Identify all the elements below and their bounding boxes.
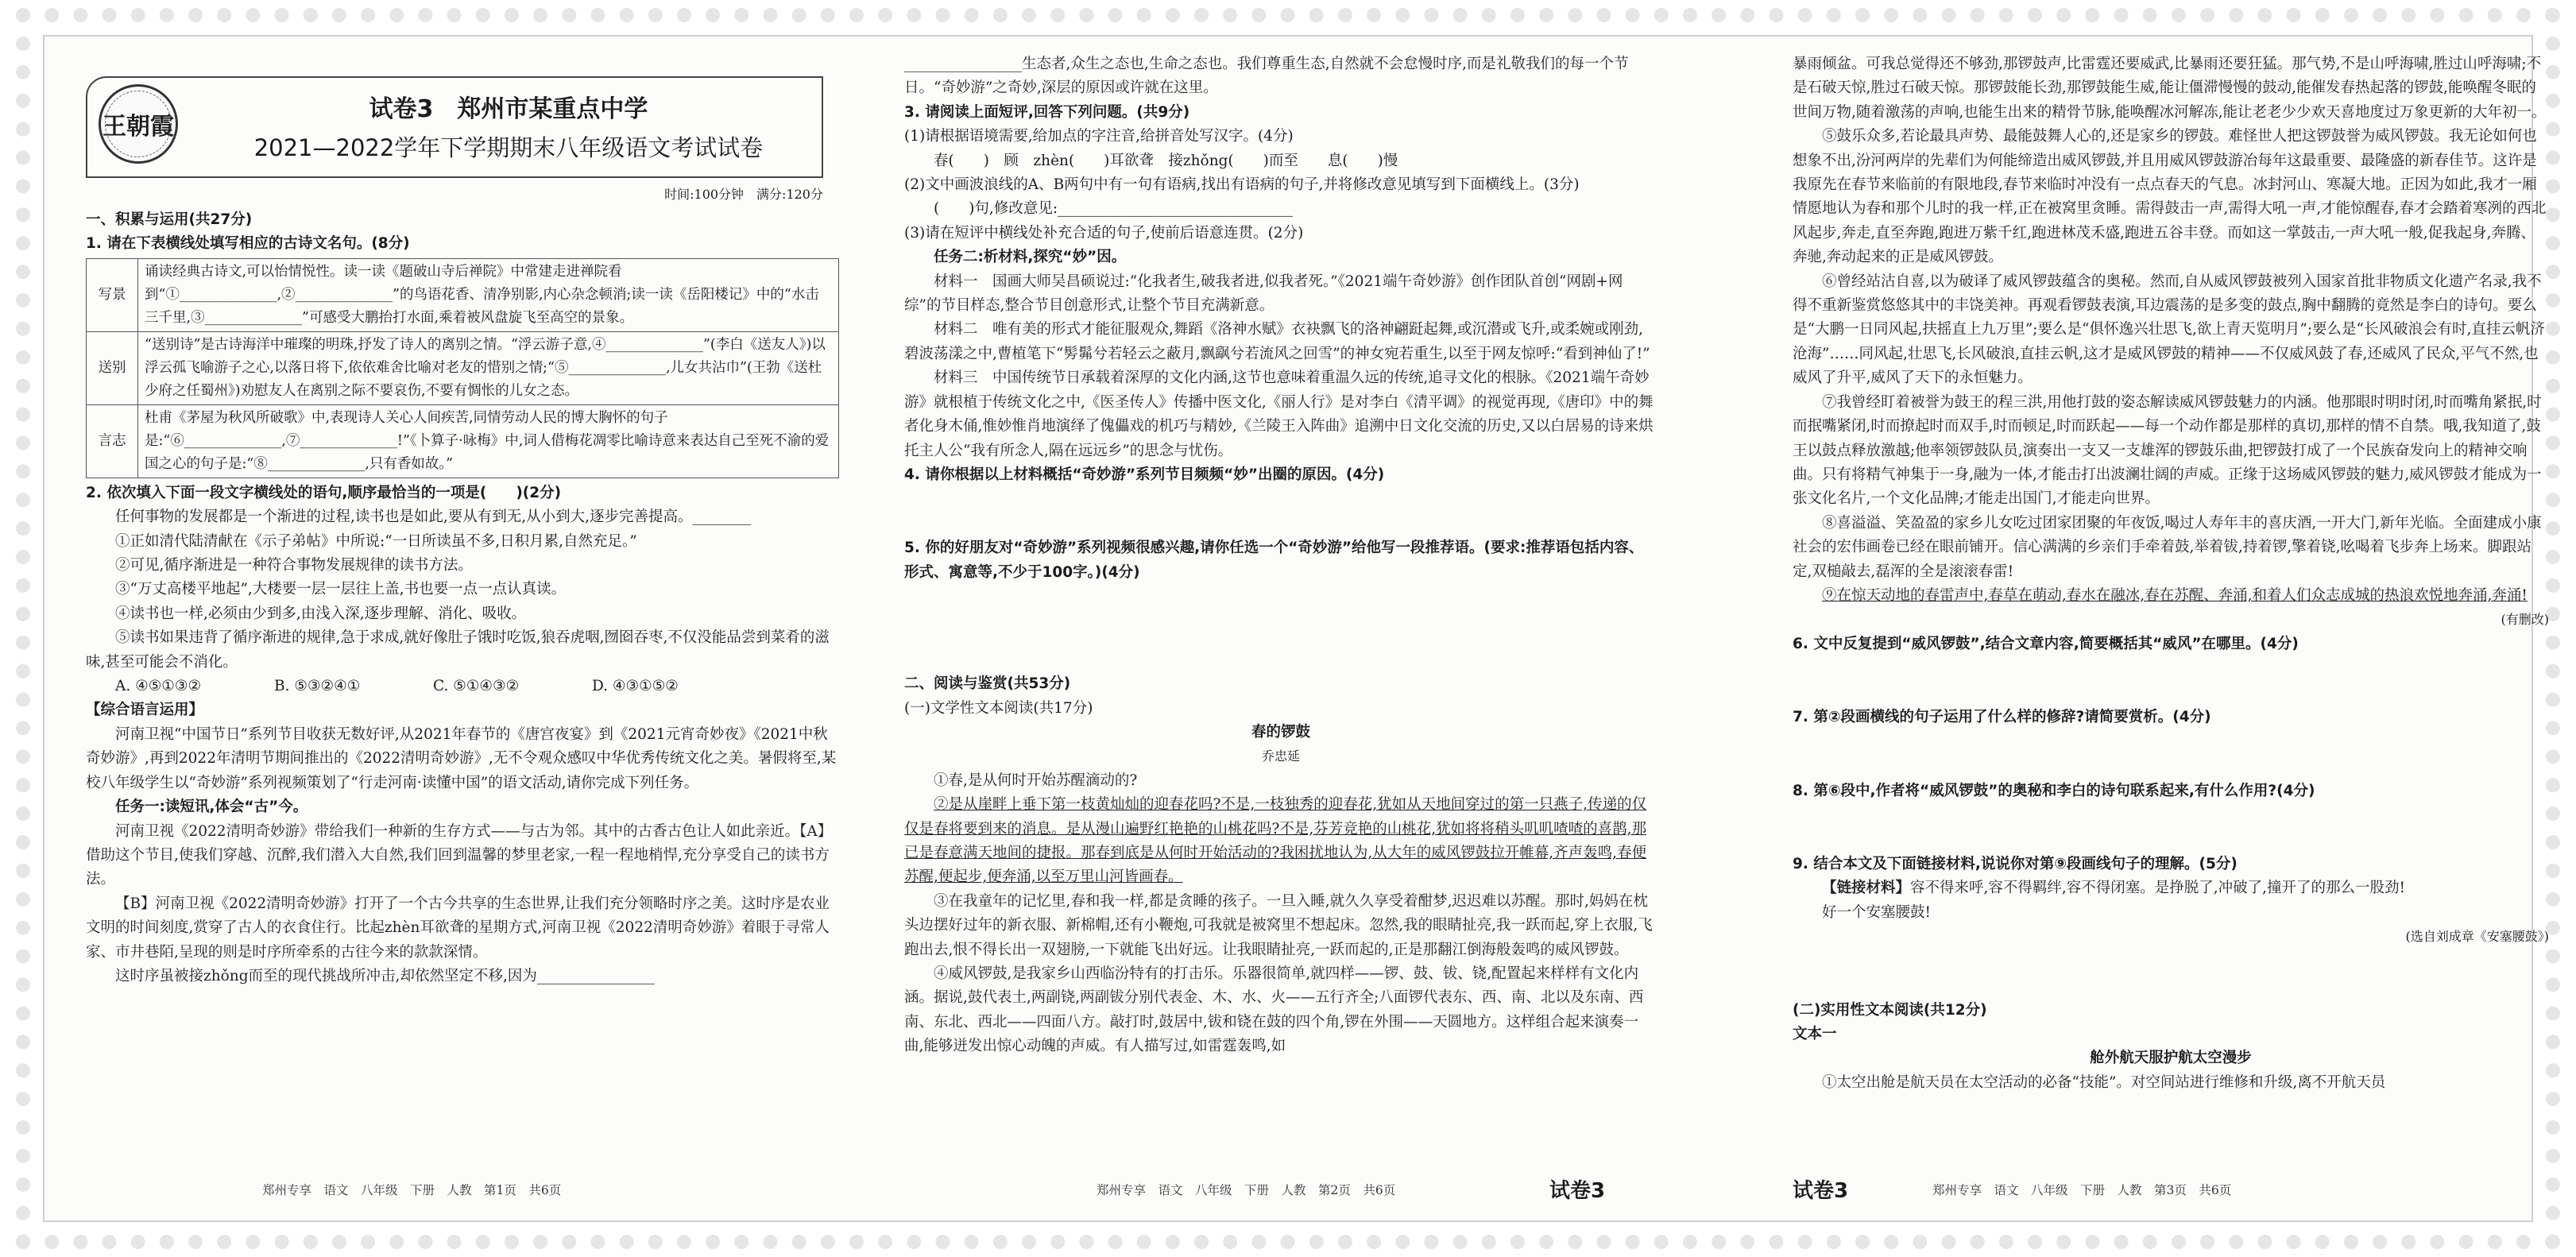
article-para: ②是从崖畔上垂下第一枝黄灿灿的迎春花吗?不是,一枝独秀的迎春花,犹如从天地间穿过的第一只燕子,传递的仅仅是春将要到来的消息。是从漫山遍野红艳艳的山桃花吗?不是,芬芳竞艳的山桃花,犹如将将稍头叽叽喳喳的喜鹊,那已是春意满天地间的捷报。那春到底是从何时开始活动的?我困扰地认为,从大年的威风锣鼓拉开帷幕,齐声轰鸣,春便苏醒,便起步,便奔涌,以至万里山河皆画春。 [904,796,1647,886]
row-text: “送别诗”是古诗海洋中璀璨的明珠,抒发了诗人的离别之情。“浮云游子意,④______________”(李白《送友人》)以浮云孤飞喻游子之心,以落日将下,依依难舍比喻对老友的惜别之情;“⑤______________,儿女共沾巾”(王勃《送杜少府之任蜀州》)劝慰友人在离别之际不要哀伤,不要有惆怅的儿女之态。 [138,331,839,404]
poetry-table [86,258,839,478]
question-3: 3. 请阅读上面短评,回答下列问题。(共9分) [904,103,1190,121]
article-para: 暴雨倾盆。可我总觉得还不够劲,那锣鼓声,比雷霆还要威武,比暴雨还要狂猛。那气势,不是山呼海啸,胜过山呼海啸;不是石破天惊,胜过石破天惊。那锣鼓能长劲,那锣鼓能生威,能让僵滞慢慢的鼓动,能催发春热起落的锣鼓,能唤醒冬眠的世间万物,随着激荡的声响,也能生出来的精骨节脉,能唤醒冰河解冻,能让老老少少欢天喜地度过万象更新的大年初一。 [1793,56,2547,121]
q3-2-line: ( )句,修改意见:________________________________ [934,200,1294,218]
article-para: ⑨在惊天动地的春雷声中,春草在萌动,春水在融冰,春在苏醒、奔涌,和着人们众志成城的热浪欢悦地奔涌,奔涌! [1822,586,2528,604]
footer-page-3: 郑州专享 语文 八年级 下册 人教 第3页 共6页 [1932,1183,2232,1197]
comprehensive-heading: 【综合语言运用】 [86,702,204,719]
q2-item: ③“万丈高楼平地起”,大楼要一层一层往上盖,书也要一点一点认真读。 [115,581,567,598]
answer-space [904,487,1657,536]
article-para: ①春,是从何时开始苏醒滴动的? [934,772,1138,789]
paper-badge: 试卷3 [1793,1179,1849,1203]
publisher-logo: 王朝霞 [99,84,178,164]
paper-title: 试卷3 郑州市某重点中学 [369,95,648,123]
task-1-para: 这时序虽被接zhǒng而至的现代挑战所冲击,却依然坚定不移,因为________________ [115,967,655,984]
question-5: 5. 你的好朋友对“奇妙游”系列视频很感兴趣,请你任选一个“奇妙游”给他写一段推荐语。(要求:推荐语包括内容、形式、寓意等,不少于100字。)(4分) [904,540,1644,581]
column-3 [1793,52,2549,1165]
article-para: ⑤鼓乐众多,若论最具声势、最能鼓舞人心的,还是家乡的锣鼓。难怪世人把这锣鼓誉为威风锣鼓。我无论如何也想象不出,汾河两岸的先辈们为何能缔造出威风锣鼓,并且用威风锣鼓游冶每年这最重要、最隆盛的新春佳节。这许是我原先在春节来临前的有限地段,春节来临时冲没有一点点春天的气息。冰封河山、寒凝大地。正因为如此,我才一厢情愿地认为春和那个儿时的我一样,正在被窝里贪睡。需得鼓击一声,需得大吼一声,才能惊醒春,春才会踏着寒冽的西北风起步,奔走,直至奔跑,跑进万紫千红,跑进林茂禾盛,跑进五谷丰登。而如这一掌鼓击,一声大吼一般,促我起身,奔腾、奔驰,奔动起来的正是威风锣鼓。 [1793,128,2547,266]
paper-subtitle: 2021—2022学年下学期期末八年级语文考试试卷 [253,134,764,161]
row-label: 言志 [87,404,138,478]
row-label: 写景 [87,258,138,331]
paper-badge: 试卷3 [1549,1179,1606,1203]
answer-space [1793,656,2549,706]
table-row [87,258,839,331]
q2-item: ⑤读书如果违背了循序渐进的规律,急于求成,就好像肚子饿时吃饭,狼吞虎咽,囫囵吞枣,不仅没能品尝到菜肴的滋味,甚至可能会不消化。 [86,629,830,671]
q2-item: ①正如清代陆清献在《示子弟帖》中所说:“一日所读虽不多,日积月累,自然充足。” [115,532,637,550]
article-title: 春的锣鼓 [1251,723,1310,741]
answer-space [1793,803,2549,853]
article-para: ⑥曾经站沽自喜,以为破译了威风锣鼓蕴含的奥秘。然而,自从威风锣鼓被列入国家首批非物质文化遗产名录,我不得不重新鉴赏悠悠其中的丰饶美神。再观看锣鼓表演,耳边震荡的是多变的鼓点,胸中翻腾的竟然是李白的诗句。要么是“大鹏一日同风起,扶摇直上九万里”;要么是“俱怀逸兴壮思飞,欲上青天览明月”;要么是“长风破浪会有时,直挂云帆济沧海”……同风起,壮思飞,长风破浪,直挂云帆,这才是威风锣鼓的精神——不仅威风鼓了春,还威风了民众,平气不然,也威风了升平,威风了天下的永恒魅力。 [1793,273,2545,387]
q2-item: ④读书也一样,必须由少到多,由浅入深,逐步理解、消化、吸收。 [115,605,527,622]
footer-page-2: 郑州专享 语文 八年级 下册 人教 第2页 共6页 [1097,1183,1396,1197]
section-heading: 二、阅读与鉴赏(共53分) [904,675,1071,693]
subsection-heading: (二)实用性文本阅读(共12分) [1793,1001,1987,1019]
question-6: 6. 文中反复提到“威风锣鼓”,结合文章内容,简要概括其“威风”在哪里。(4分) [1793,635,2299,652]
q2-intro: 任何事物的发展都是一个渐进的过程,读书也是如此,要从有到无,从小到大,逐步完善提高。________ [115,509,752,526]
article-para: ①太空出舱是航天员在太空活动的必备“技能”。对空间站进行维修和升级,离不开航天员 [1822,1073,2386,1091]
task-1-heading: 任务一:读短讯,体会“古”今。 [115,799,308,816]
material-2: 材料二 唯有美的形式才能征服观众,舞蹈《洛神水赋》衣袂飘飞的洛神翩跹起舞,或沉潜或飞升,或柔婉或刚劲,碧波荡漾之中,曹植笔下“髣髴兮若轻云之蔽月,飘飖兮若流风之回雪”的神女宛若重生,以至于网友惊呼:“看到神仙了!” [904,321,1650,362]
time-score: 时间:100分钟 满分:120分 [664,187,823,202]
question-7: 7. 第②段画横线的句子运用了什么样的修辞?请简要赏析。(4分) [1793,709,2211,726]
section-heading: 一、积累与运用(共27分) [86,211,253,228]
task-1-para: 河南卫视《2022清明奇妙游》带给我们一种新的生存方式——与古为邻。其中的古香古色让人如此亲近。【A】借助这个节目,使我们穿越、沉醉,我们潜入大自然,我们回到温馨的梦里老家,一程一程地梢悍,充分享受自己的读书方法。 [86,822,833,888]
link-material [1793,876,2549,900]
answer-space [1793,950,2549,999]
column-2 [904,52,1657,1165]
row-text: 杜甫《茅屋为秋风所破歌》中,表现诗人关心人间疾苦,同情劳动人民的博大胸怀的句子是:“⑥______________,⑦______________!”《卜算子·咏梅》中,词人借梅花凋零比喻诗意来表达自己至死不渝的爱国之心的句子是:“⑧______________,只有香如故。” [138,404,839,478]
material-1: 材料一 国画大师吴昌硕说过:“化我者生,破我者进,似我者死。”《2021端午奇妙游》创作团队首创“网剧+网综”的节目样态,整合节目创意形式,让整个节目充满新意。 [904,273,1623,315]
text-label: 文本一 [1793,1026,1837,1042]
q2-options [86,675,839,698]
link-heading: 【链接材料】 [1822,880,1911,897]
source-note: (有删改) [2501,612,2549,628]
short-comment-end: ________________生态者,众生之态也,生命之态也。我们尊重生态,自然就不会怠慢时序,而是礼敬我们的每一个节日。“奇妙游”之奇妙,深层的原因或许就在这里。 [904,56,1629,97]
paper-header [86,76,823,178]
option-a: A. ④⑤①③② [115,678,202,695]
article-para: ④威风锣鼓,是我家乡山西临汾特有的打击乐。乐器很简单,就四样——锣、鼓、钹、铙,配置起来样样有文化内涵。据说,鼓代表土,两副铙,两副钹分别代表金、木、水、火——五行齐全;八面锣代表东、西、南、北以及东南、西南、东北、西北——四面八方。敲打时,鼓居中,钹和铙在鼓的四个角,锣在外围——天圆地方。这样组合起来演奏一曲,能够迸发出惊心动魄的声威。有人描写过,如雷霆轰鸣,如 [904,965,1644,1055]
question-4: 4. 请你根据以上材料概括“奇妙游”系列节目频频“妙”出圈的原因。(4分) [904,466,1385,483]
material-3: 材料三 中国传统节日承载着深厚的文化内涵,这节也意味着重温久远的传统,追寻文化的根脉。《2021端午奇妙游》就根植于传统文化之中,《医圣传人》传播中医文化,《丽人行》是对李白《清平调》的视觉再现,《唐印》中的舞者化身木俑,惟妙惟肖地演绎了傀儡戏的机巧与精妙,《兰陵王入阵曲》追溯中日文化交流的历史,又以白居易的诗来烘托主人公“我有所念人,隔在远远乡”的思念与忧伤。 [904,369,1654,459]
answer-space [904,585,1657,672]
footer-page-1: 郑州专享 语文 八年级 下册 人教 第1页 共6页 [262,1183,562,1197]
option-c: C. ⑤①④③② [433,678,520,695]
row-text: 诵读经典古诗文,可以怡情悦性。读一读《题破山寺后禅院》中常建走进禅院看到“①______________,②______________”的鸟语花香、清净别影,内心杂念顿消;读一读《岳阳楼记》中的“水击三千里,③______________”可感受大鹏抬打水面,乘着被风盘旋飞至高空的景象。 [138,258,839,331]
q3-2: (2)文中画波浪线的A、B两句中有一句有语病,找出有语病的句子,并将修改意见填写到下面横线上。(3分) [904,176,1580,194]
article-para: ③在我童年的记忆里,春和我一样,都是贪睡的孩子。一旦入睡,就久久享受着酣梦,迟迟难以苏醒。那时,妈妈在枕头边摆好过年的新衣服、新棉帽,还有小鞭炮,可我就是被窝里不想起床。忽然,我的眼睛扯亮,我一跃而起,穿上衣服,飞跑出去,恨不得长出一双翅膀,一下就能飞出好远。让我眼睛扯亮,一跃而起的,正是那翻江倒海般轰鸣的威风锣鼓。 [904,892,1653,958]
answer-space [1793,730,2549,779]
link-text: 容不得来呼,容不得羁绊,容不得闭塞。是挣脱了,冲破了,撞开了的那么一股劲! [1910,880,2405,897]
link-source: (选自刘成章《安塞腰鼓》) [2405,929,2549,945]
article-author: 乔忠延 [1261,748,1300,764]
option-b: B. ⑤③②④① [274,678,361,695]
question-8: 8. 第⑥段中,作者将“威风锣鼓”的奥秘和李白的诗句联系起来,有什么作用?(4分) [1793,782,2315,799]
column-1 [86,208,839,1170]
task-1-para: 【B】河南卫视《2022清明奇妙游》打开了一个古今共享的生态世界,让我们充分领略时序之美。这时序是农业文明的时间刻度,赏穿了古人的衣食住行。比起zhèn耳欲聋的星期方式,河南卫视《2022清明奇妙游》着眼于寻常人家、市井巷陌,呈现的则是时序所牵系的古往今来的款款深情。 [86,895,830,961]
row-label: 送别 [87,331,138,404]
comprehensive-intro: 河南卫视“中国节日”系列节目收获无数好评,从2021年春节的《唐宫夜宴》到《2021元宵奇妙夜》《2021中秋奇妙游》,再到2022年清明节期间推出的《2022清明奇妙游》,无不令观众感叹中华优秀传统文化之美。暑假将至,某校八年级学生以“奇妙游”系列视频策划了“行走河南·读懂中国”的语文活动,请你完成下列任务。 [86,725,837,791]
q3-1-line: 春( ) 顾 zhèn( )耳欲聋 接zhǒng( )而至 息( )慢 [934,152,1398,169]
article-para: ⑦我曾经盯着被誉为鼓王的程三洪,用他打鼓的姿态解读威风锣鼓魅力的内涵。他那眼时明时闭,时而嘴角紧抿,时而抿嘴紧闭,时而撩起时而双手,时而顿足,时而跃起——每一个动作都是那样的真切,那样的情不自禁。哦,我知道了,鼓王以鼓点释放激越;他率领锣鼓队员,演奏出一支又一支雄浑的锣鼓乐曲,把锣鼓打成了一个民族奋发向上的精神交响曲。只有将精气神集于一身,融为一体,才能击打出波澜壮阔的声威。正缘于这场威风锣鼓的魅力,威风锣鼓才能成为一张文化名片,一个文化品牌;才能走出国门,才能走向世界。 [1793,393,2542,508]
option-d: D. ④③①⑤② [592,678,679,695]
q2-item: ②可见,循序渐进是一种符合事物发展规律的读书方法。 [115,557,473,574]
subsection-heading: (一)文学性文本阅读(共17分) [904,699,1093,717]
table-row [87,404,839,478]
article-para: ⑧喜溢溢、笑盈盈的家乡儿女吃过团家团聚的年夜饭,喝过人寿年丰的喜庆酒,一开大门,新年光临。全面建成小康社会的宏伟画卷已经在眼前铺开。信心满满的乡亲们手牵着鼓,举着钹,持着锣,擎着铙,吆喝着飞步奔上场来。脚跟站定,双槌敲去,磊浑的全是滚滚春雷! [1793,514,2542,580]
question-2: 2. 依次填入下面一段文字横线处的语句,顺序最恰当的一项是( )(2分) [86,484,562,501]
task-2-heading: 任务二:析材料,探究“妙”因。 [934,249,1127,266]
article-title: 舱外航天服护航太空漫步 [2090,1050,2252,1067]
question-9: 9. 结合本文及下面链接材料,说说你对第⑨段画线句子的理解。(5分) [1793,855,2238,872]
question-1: 1. 请在下表横线处填写相应的古诗文名句。(8分) [86,235,410,253]
q3-3: (3)请在短评中横线处补充合适的句子,使前后语意连贯。(2分) [904,224,1304,242]
q3-1: (1)请根据语境需要,给加点的字注音,给拼音处写汉字。(4分) [904,128,1294,145]
table-row [87,331,839,404]
link-quote: 好一个安塞腰鼓! [1822,903,1931,921]
